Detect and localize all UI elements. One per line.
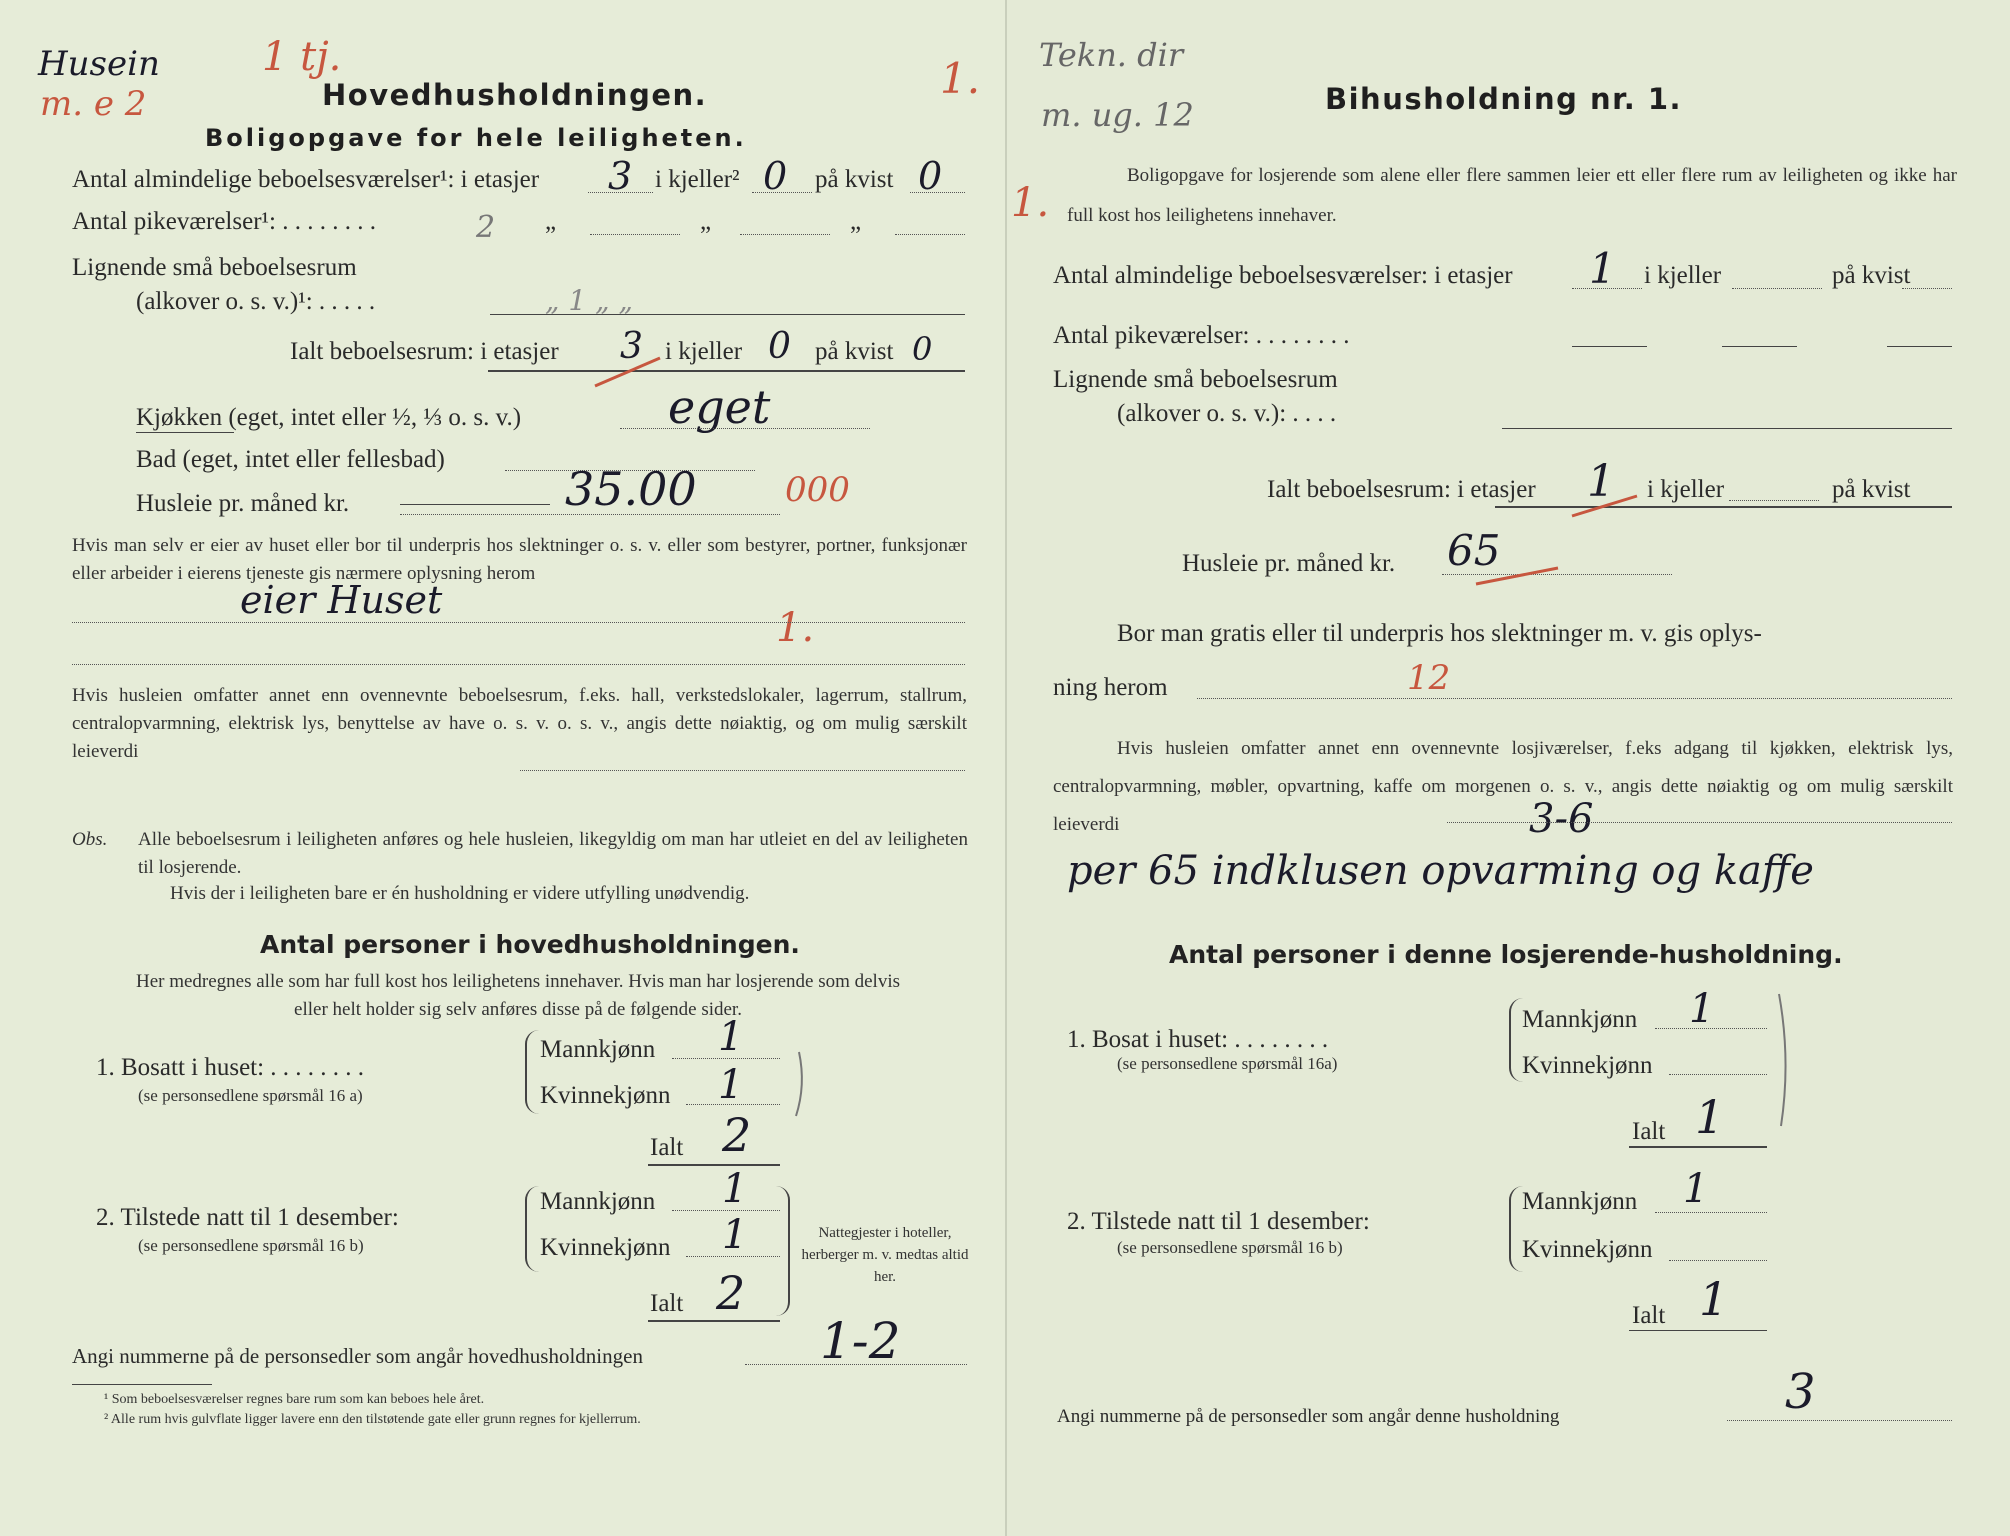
rooms-attic-label: på kvist xyxy=(1832,262,1911,289)
rooms-floors-value: 1 xyxy=(1589,244,1616,293)
resident-female-label: Kvinnekjønn xyxy=(1522,1052,1653,1079)
red-mark-top: 1. xyxy=(940,54,981,103)
rent-includes-handwriting: per 65 indklusen opvarming og kaffe xyxy=(1067,848,1814,894)
present-label: 2. Tilstede natt til 1 desember: xyxy=(1067,1208,1370,1235)
owner-value: eier Huset xyxy=(240,578,443,622)
rent-value: 35.00 xyxy=(565,462,697,516)
red-check-mark xyxy=(590,350,670,390)
total-rooms-label: Ialt beboelsesrum: i etasjer xyxy=(1267,476,1536,503)
resident-male-label: Mannkjønn xyxy=(1522,1006,1638,1033)
rooms-attic-label: på kvist xyxy=(815,166,894,193)
page-subtitle: Boligopgave for hele leiligheten. xyxy=(205,124,747,152)
present-male-label: Mannkjønn xyxy=(540,1188,656,1215)
kitchen-label: Kjøkken (eget, intet eller ½, ⅓ o. s. v.) xyxy=(136,404,522,431)
present-female-label: Kvinnekjønn xyxy=(1522,1236,1653,1263)
present-total-label: Ialt xyxy=(1632,1302,1666,1329)
present-label: 2. Tilstede natt til 1 desember: xyxy=(96,1204,399,1231)
resident-label: 1. Bosat i huset: . . . . . . . . xyxy=(1067,1026,1329,1053)
total-basement-value: 0 xyxy=(768,326,791,367)
resident-label: 1. Bosatt i huset: . . . . . . . . xyxy=(96,1054,365,1081)
rooms-label: Antal almindelige beboelsesværelser: i etasjer xyxy=(1053,262,1513,289)
pencil-mark xyxy=(784,1050,814,1120)
present-sub: (se personsedlene spørsmål 16 b) xyxy=(1117,1238,1343,1257)
total-floors-value: 1 xyxy=(1587,456,1615,507)
present-male-value: 1 xyxy=(1683,1166,1709,1212)
total-basement-label: i kjeller xyxy=(1647,476,1725,503)
rent-includes-instructions: Hvis husleien omfatter annet enn ovennevnte losjiværelser, f.eks adgang til kjøkken, elektrisk lys, centralopvarmning, møbler, opvartning, kaffe om morgenen o. s. v., angis dette nøiaktig og om mulig særskilt leieverdi xyxy=(1053,738,1953,835)
numbers-value: 3 xyxy=(1785,1364,1816,1420)
numbers-label: Angi nummerne på de personsedler som angår hovedhusholdningen xyxy=(72,1344,643,1368)
total-basement-label: i kjeller xyxy=(665,338,743,365)
rent-red-note: 000 xyxy=(785,470,850,510)
rooms-attic-value: 0 xyxy=(918,154,943,198)
rent-label: Husleie pr. måned kr. xyxy=(1182,550,1396,577)
margin-note: Husein xyxy=(38,44,160,84)
resident-male-label: Mannkjønn xyxy=(540,1036,656,1063)
page-title: Hovedhusholdningen. xyxy=(322,78,708,112)
red-check-mark xyxy=(1567,486,1647,526)
obs-text-2: Hvis der i leiligheten bare er én husholdning er videre utfylling unødvendig. xyxy=(170,883,750,904)
total-attic-value: 0 xyxy=(912,330,933,368)
free-red-note: 12 xyxy=(1407,658,1451,698)
top-note: 1 tj. xyxy=(262,34,342,80)
persons-title: Antal personer i denne losjerende-husholdning. xyxy=(1169,940,1843,969)
rooms-basement-label: i kjeller² xyxy=(655,166,740,193)
resident-male-value: 1 xyxy=(1689,986,1715,1032)
present-male-label: Mannkjønn xyxy=(1522,1188,1638,1215)
numbers-value: 1-2 xyxy=(820,1312,901,1370)
present-female-value: 1 xyxy=(722,1212,748,1258)
resident-total-label: Ialt xyxy=(1632,1118,1666,1145)
ditto-mark: „ xyxy=(545,208,557,235)
rent-includes-value: 3-6 xyxy=(1529,796,1594,842)
footnote-2: ² Alle rum hvis gulvflate ligger lavere enn den tilstøtende gate eller grunn regnes for kjellerrum. xyxy=(104,1412,641,1427)
resident-sub: (se personsedlene spørsmål 16 a) xyxy=(138,1086,363,1105)
pencil-mark xyxy=(1767,990,1797,1130)
small-rooms-label: Lignende små beboelsesrum xyxy=(1053,366,1338,393)
maid-rooms-label: Antal pikeværelser: . . . . . . . . xyxy=(1053,322,1350,349)
free-text-2: ning herom xyxy=(1053,674,1168,701)
total-floors-value: 3 xyxy=(620,326,643,367)
margin-note-2: m. ug. 12 xyxy=(1041,96,1194,134)
rent-includes-instructions: Hvis husleien omfatter annet enn ovennevnte beboelsesrum, f.eks. hall, verkstedslokaler, lagerrum, stallrum, centralopvarmning, elektrisk lys, benyttelse av have o. s. v. o. s. v., angis dette nøiaktig, og om mulig særskilt leieverdi xyxy=(72,685,967,762)
footnote-1: ¹ Som beboelsesværelser regnes bare rum som kan beboes hele året. xyxy=(104,1392,485,1407)
rooms-basement-value: 0 xyxy=(763,154,788,198)
rent-label: Husleie pr. måned kr. xyxy=(136,490,350,517)
resident-total-value: 1 xyxy=(1695,1090,1725,1144)
rooms-label: Antal almindelige beboelsesværelser¹: i etasjer xyxy=(72,166,540,193)
small-rooms-label-2: (alkover o. s. v.)¹: . . . . . xyxy=(136,288,376,315)
red-underline xyxy=(1472,560,1562,590)
margin-note: Tekn. dir xyxy=(1039,36,1184,74)
present-female-label: Kvinnekjønn xyxy=(540,1234,671,1261)
bath-label: Bad (eget, intet eller fellesbad) xyxy=(136,446,445,473)
owner-instructions: Hvis man selv er eier av huset eller bor til underpris hos slektninger o. s. v. eller som bestyrer, portner, funksjonær eller arbeider i eierens tjeneste gis nærmere oplysning herom xyxy=(72,535,967,584)
small-rooms-value: „ 1 „ „ xyxy=(545,284,634,317)
present-total-label: Ialt xyxy=(650,1290,684,1317)
kitchen-value: eget xyxy=(668,380,771,434)
small-rooms-label: Lignende små beboelsesrum xyxy=(72,254,357,281)
present-male-value: 1 xyxy=(722,1166,748,1212)
page-title: Bihusholdning nr. 1. xyxy=(1325,82,1683,116)
maid-rooms-value: 2 xyxy=(476,210,496,245)
resident-sub: (se personsedlene spørsmål 16a) xyxy=(1117,1054,1338,1073)
red-mark: 1. xyxy=(1011,180,1050,226)
rooms-floors-value: 3 xyxy=(608,154,633,198)
margin-note-2: m. e 2 xyxy=(40,84,147,124)
owner-red-mark: 1. xyxy=(776,605,815,651)
persons-text: Her medregnes alle som har full kost hos leilighetens innehaver. Hvis man har losjerende som delvis eller helt holder sig selv anføres disse på de følgende sider. xyxy=(135,971,901,1020)
resident-total-value: 2 xyxy=(722,1108,752,1162)
resident-total-label: Ialt xyxy=(650,1134,684,1161)
obs-label: Obs. xyxy=(72,829,108,850)
night-guests-note: Nattegjester i hoteller, herberger m. v. medtas altid her. xyxy=(801,1225,969,1285)
total-attic-label: på kvist xyxy=(815,338,894,365)
maid-rooms-label: Antal pikeværelser¹: . . . . . . . . xyxy=(72,208,376,235)
resident-female-value: 1 xyxy=(718,1062,744,1108)
resident-female-label: Kvinnekjønn xyxy=(540,1082,671,1109)
resident-male-value: 1 xyxy=(718,1014,744,1060)
present-total-value: 1 xyxy=(1699,1272,1729,1326)
numbers-label: Angi nummerne på de personsedler som angår denne husholdning xyxy=(1057,1406,1560,1427)
free-text: Bor man gratis eller til underpris hos slektninger m. v. gis oplys- xyxy=(1117,620,1762,647)
total-attic-label: på kvist xyxy=(1832,476,1911,503)
obs-text: Alle beboelsesrum i leiligheten anføres og hele husleien, likegyldig om man har utleiet en del av leiligheten til losjerende. xyxy=(138,829,968,878)
rooms-basement-label: i kjeller xyxy=(1644,262,1722,289)
persons-title: Antal personer i hovedhusholdningen. xyxy=(260,930,800,959)
present-total-value: 2 xyxy=(716,1266,746,1320)
ditto-mark: „ xyxy=(700,208,712,235)
present-sub: (se personsedlene spørsmål 16 b) xyxy=(138,1236,364,1255)
rent-value: 65 xyxy=(1447,526,1501,575)
total-rooms-label: Ialt beboelsesrum: i etasjer xyxy=(290,338,559,365)
ditto-mark: „ xyxy=(850,208,862,235)
small-rooms-label-2: (alkover o. s. v.): . . . . xyxy=(1117,400,1337,427)
intro-text: Boligopgave for losjerende som alene eller flere sammen leier ett eller flere rum av leiligheten og ikke har full kost hos leilighetens innehaver. xyxy=(1067,165,1957,226)
sub-household-page xyxy=(1005,0,2010,1536)
